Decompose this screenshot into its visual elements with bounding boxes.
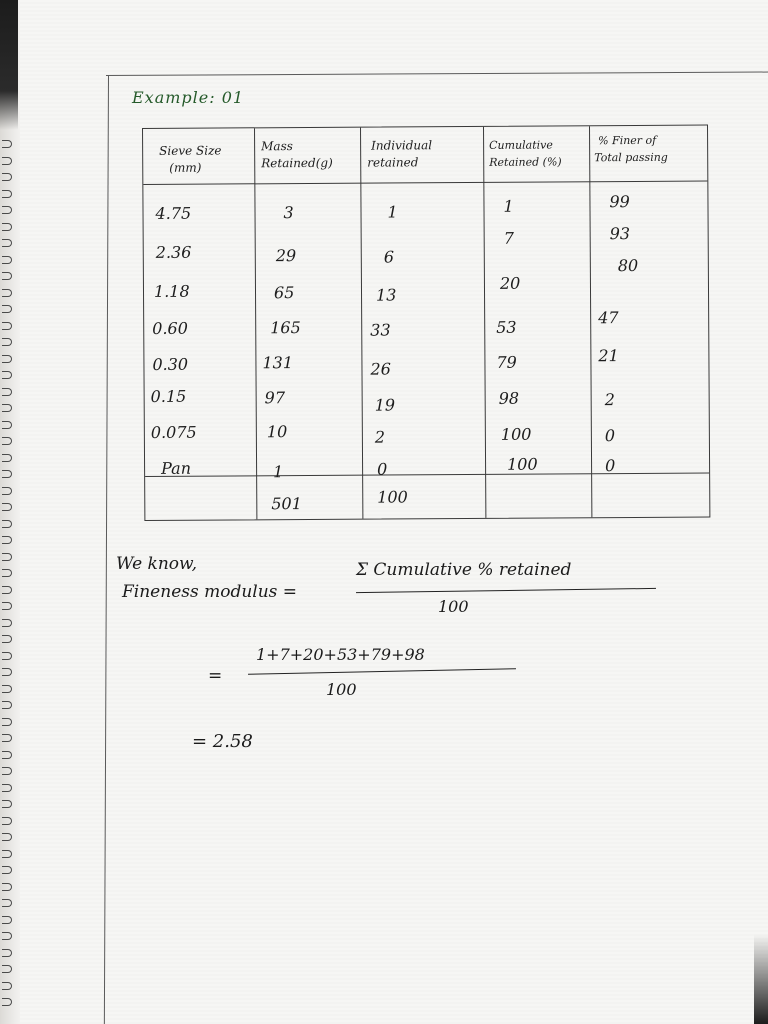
spiral-ring <box>2 289 12 297</box>
cell-cumulative: 98 <box>498 388 520 408</box>
cell-passing: 0 <box>605 456 616 476</box>
spiral-ring <box>2 652 12 660</box>
header-line: Individual <box>371 138 433 153</box>
fraction-bar <box>248 668 516 675</box>
spiral-ring <box>2 833 12 841</box>
spiral-ring <box>2 454 12 462</box>
header-divider <box>143 181 707 185</box>
spiral-ring <box>2 305 12 313</box>
total-mass: 501 <box>271 494 302 514</box>
spiral-ring <box>2 322 12 330</box>
calc-denominator-2: 100 <box>326 680 357 699</box>
spiral-ring <box>2 734 12 742</box>
cell-mass: 10 <box>266 422 288 442</box>
notebook-spiral <box>0 0 22 1024</box>
total-individual: 100 <box>377 487 408 507</box>
cell-individual: 0 <box>377 459 388 479</box>
header-cumulative-retained <box>489 136 562 170</box>
cell-cumulative: 7 <box>503 228 514 248</box>
spiral-ring <box>2 701 12 709</box>
cell-mass: 131 <box>262 353 294 373</box>
cell-sieve: 0.075 <box>150 422 197 442</box>
spiral-ring <box>2 619 12 627</box>
spiral-ring <box>2 272 12 280</box>
header-line: Retained (%) <box>489 155 562 169</box>
cell-cumulative: 100 <box>500 424 532 444</box>
column-divider <box>254 128 257 519</box>
spiral-ring <box>2 817 12 825</box>
spiral-ring <box>2 932 12 940</box>
calc-lhs: Fineness modulus = <box>122 582 298 602</box>
spiral-ring <box>2 899 12 907</box>
header-line: Sieve Size <box>159 143 222 158</box>
cell-individual: 19 <box>374 395 396 415</box>
spiral-ring <box>2 602 12 610</box>
spiral-ring <box>2 635 12 643</box>
cell-passing: 93 <box>609 224 631 244</box>
spiral-ring <box>2 553 12 561</box>
header-line: Retained(g) <box>261 155 333 171</box>
cell-mass: 29 <box>275 246 297 266</box>
cell-passing: 47 <box>598 308 619 328</box>
calc-result: = 2.58 <box>192 731 253 752</box>
spiral-ring <box>2 206 12 214</box>
cell-mass: 97 <box>264 388 286 408</box>
spiral-ring <box>2 998 12 1006</box>
spiral-ring <box>2 404 12 412</box>
total-divider <box>145 473 709 477</box>
cell-passing: 99 <box>609 192 630 212</box>
spiral-ring <box>2 338 12 346</box>
cell-individual: 33 <box>370 320 391 340</box>
cell-mass: 3 <box>283 203 294 223</box>
cell-sieve: 2.36 <box>155 242 192 262</box>
spiral-ring <box>2 784 12 792</box>
cell-cumulative: 1 <box>503 196 514 216</box>
spiral-ring <box>2 470 12 478</box>
cell-sieve: 0.60 <box>152 318 188 338</box>
page-margin-left <box>104 75 109 1024</box>
spiral-ring <box>2 586 12 594</box>
spiral-ring <box>2 866 12 874</box>
cell-cumulative: 79 <box>496 352 517 372</box>
cell-cumulative: 100 <box>507 454 538 474</box>
spiral-ring <box>2 685 12 693</box>
spiral-ring <box>2 850 12 858</box>
spiral-ring <box>2 223 12 231</box>
spiral-ring <box>2 256 12 264</box>
calc-numerator: Σ Cumulative % retained <box>356 560 572 580</box>
fraction-bar <box>356 588 656 593</box>
cell-individual: 26 <box>370 359 391 379</box>
header-line: (mm) <box>169 160 202 175</box>
spiral-ring <box>2 569 12 577</box>
spiral-ring <box>2 800 12 808</box>
calc-numerator-values: 1+7+20+53+79+98 <box>256 645 425 664</box>
header-line: % Finer of <box>598 133 657 148</box>
spiral-ring <box>2 965 12 973</box>
example-title: Example: 01 <box>132 88 245 107</box>
spiral-ring <box>2 767 12 775</box>
header-finer-passing <box>594 132 668 166</box>
cell-sieve: 1.18 <box>153 281 190 301</box>
cell-cumulative: 20 <box>499 273 521 293</box>
cell-sieve: 0.30 <box>152 354 189 374</box>
spiral-ring <box>2 916 12 924</box>
cell-individual: 1 <box>387 202 398 222</box>
cell-sieve: Pan <box>161 458 192 478</box>
cell-passing: 0 <box>604 426 616 446</box>
calc-equals: = <box>208 666 223 686</box>
background-edge <box>754 934 768 1024</box>
spiral-ring <box>2 520 12 528</box>
cell-mass: 65 <box>273 283 295 303</box>
spiral-ring <box>2 668 12 676</box>
spiral-ring <box>2 751 12 759</box>
spiral-ring <box>2 437 12 445</box>
cell-individual: 2 <box>374 427 386 447</box>
spiral-ring <box>2 371 12 379</box>
calc-intro: We know, <box>116 554 197 574</box>
spiral-ring <box>2 718 12 726</box>
column-divider <box>589 126 592 517</box>
spiral-ring <box>2 883 12 891</box>
spiral-ring <box>2 190 12 198</box>
spiral-ring <box>2 157 12 165</box>
cell-sieve: 4.75 <box>155 203 192 223</box>
cell-individual: 6 <box>383 247 395 267</box>
cell-passing: 21 <box>598 346 619 366</box>
cell-individual: 13 <box>375 285 397 305</box>
cell-mass: 165 <box>270 318 301 338</box>
column-divider <box>360 128 363 519</box>
cell-cumulative: 53 <box>496 317 517 337</box>
spiral-ring <box>2 536 12 544</box>
header-line: Mass <box>261 139 293 154</box>
header-individual-retained <box>367 137 432 171</box>
spiral-ring <box>2 140 12 148</box>
background-edge <box>0 0 18 130</box>
spiral-ring <box>2 949 12 957</box>
spiral-ring <box>2 421 12 429</box>
header-line: Cumulative <box>489 138 553 152</box>
spiral-ring <box>2 173 12 181</box>
spiral-ring <box>2 982 12 990</box>
header-line: retained <box>367 155 419 170</box>
spiral-ring <box>2 355 12 363</box>
notebook-page <box>20 0 768 1024</box>
column-divider <box>483 127 486 518</box>
calc-denominator: 100 <box>438 597 469 616</box>
cell-sieve: 0.15 <box>150 386 187 406</box>
spiral-ring <box>2 388 12 396</box>
cell-mass: 1 <box>273 462 284 482</box>
header-line: Total passing <box>594 150 668 165</box>
header-sieve-size <box>159 143 222 177</box>
spiral-ring <box>2 487 12 495</box>
sieve-analysis-table <box>142 125 710 521</box>
cell-passing: 2 <box>604 390 615 410</box>
cell-passing: 80 <box>617 255 639 276</box>
spiral-ring <box>2 503 12 511</box>
spiral-ring <box>2 239 12 247</box>
header-mass-retained <box>261 138 333 172</box>
page-margin-top <box>106 72 768 76</box>
